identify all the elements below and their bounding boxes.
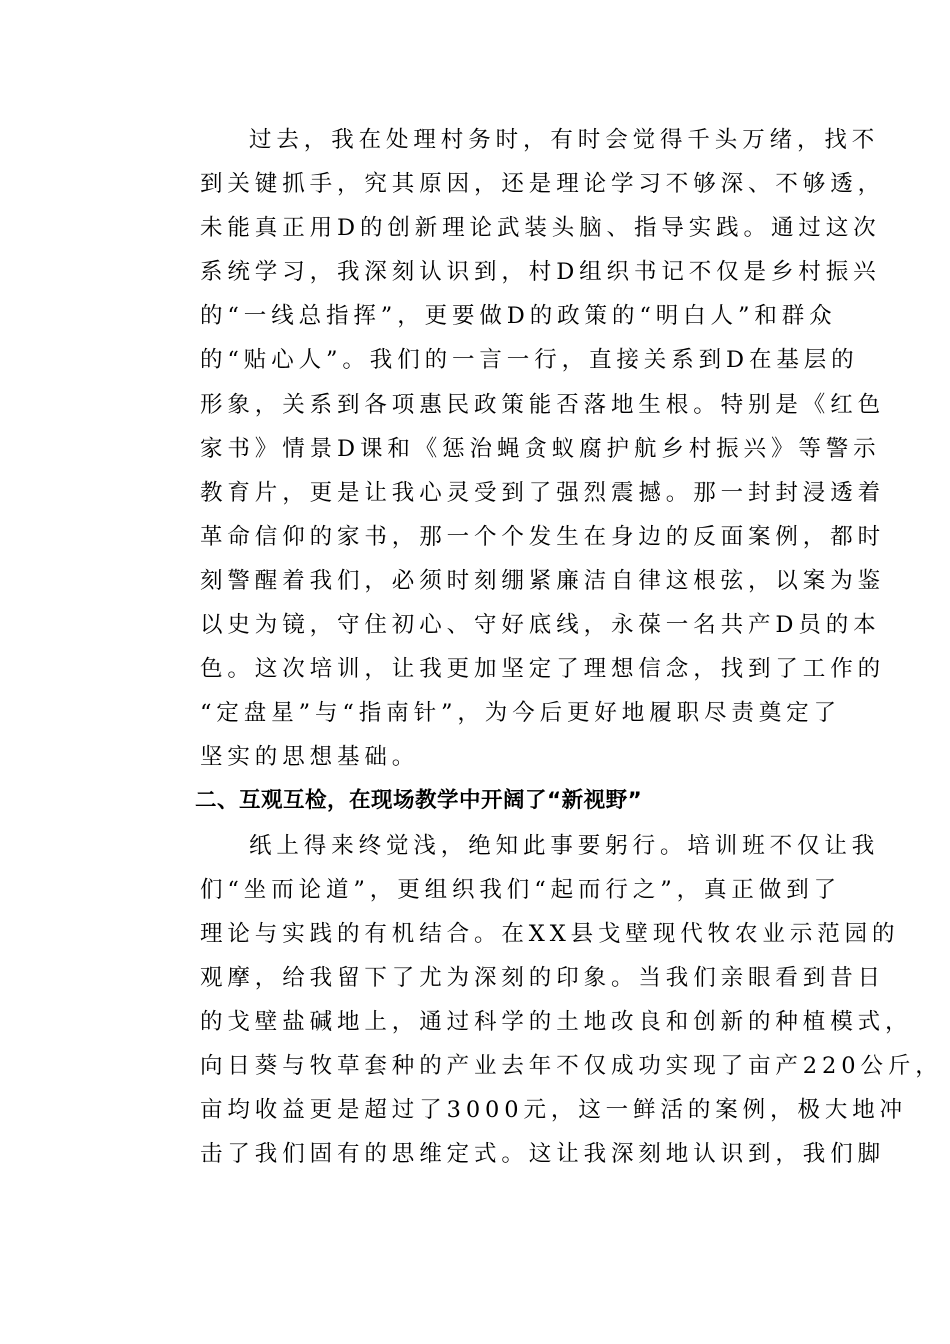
text-line: 革命信仰的家书，那一个个发生在身边的反面案例，都时 <box>200 523 886 550</box>
text-line: 过去，我在处理村务时，有时会觉得千头万绪，找不 <box>249 127 880 153</box>
text-line: 系统学习，我深刻认识到，村D组织书记不仅是乡村振兴 <box>200 259 881 286</box>
text-line: 向日葵与牧草套种的产业去年不仅成功实现了亩产220公斤， <box>200 1052 943 1079</box>
text-line: 击了我们固有的思维定式。这让我深刻地认识到，我们脚 <box>200 1141 886 1168</box>
text-line: 形象，关系到各项惠民政策能否落地生根。特别是《红色 <box>200 391 886 418</box>
text-line: 以史为镜，守住初心、守好底线，永葆一名共产D员的本 <box>200 612 881 639</box>
text-line: 们“坐而论道”，更组织我们“起而行之”，真正做到了 <box>200 876 842 903</box>
text-line: 坚实的思想基础。 <box>200 744 420 771</box>
text-line: 观摩，给我留下了尤为深刻的印象。当我们亲眼看到昔日 <box>200 964 886 991</box>
text-line: 到关键抓手，究其原因，还是理论学习不够深、不够透， <box>200 171 886 198</box>
text-line: 理论与实践的有机结合。在XX县戈壁现代牧农业示范园的 <box>200 920 900 947</box>
text-line: 教育片，更是让我心灵受到了强烈震撼。那一封封浸透着 <box>200 479 886 506</box>
text-line: 未能真正用D的创新理论武装头脑、指导实践。通过这次 <box>200 215 881 242</box>
text-line: 色。这次培训，让我更加坚定了理想信念，找到了工作的 <box>200 656 886 683</box>
body-paragraph-1 <box>146 118 886 779</box>
section-heading: 二、互观互检，在现场教学中开阔了“新视野” <box>195 788 643 814</box>
text-line: 的“一线总指挥”，更要做D的政策的“明白人”和群众 <box>200 303 837 330</box>
body-paragraph-2 <box>146 824 943 1177</box>
text-line: 刻警醒着我们，必须时刻绷紧廉洁自律这根弦，以案为鉴 <box>200 567 886 594</box>
text-line: 亩均收益更是超过了3000元，这一鲜活的案例，极大地冲 <box>200 1097 908 1124</box>
document-page <box>146 118 943 1176</box>
text-line: “定盘星”与“指南针”，为今后更好地履职尽责奠定了 <box>200 700 842 727</box>
text-line: 的戈壁盐碱地上，通过科学的土地改良和创新的种植模式， <box>200 1008 913 1035</box>
text-line: 家书》情景D课和《惩治蝇贪蚁腐护航乡村振兴》等警示 <box>200 435 881 462</box>
text-line: 的“贴心人”。我们的一言一行，直接关系到D在基层的 <box>200 347 859 374</box>
text-line: 纸上得来终觉浅，绝知此事要躬行。培训班不仅让我 <box>249 832 880 859</box>
